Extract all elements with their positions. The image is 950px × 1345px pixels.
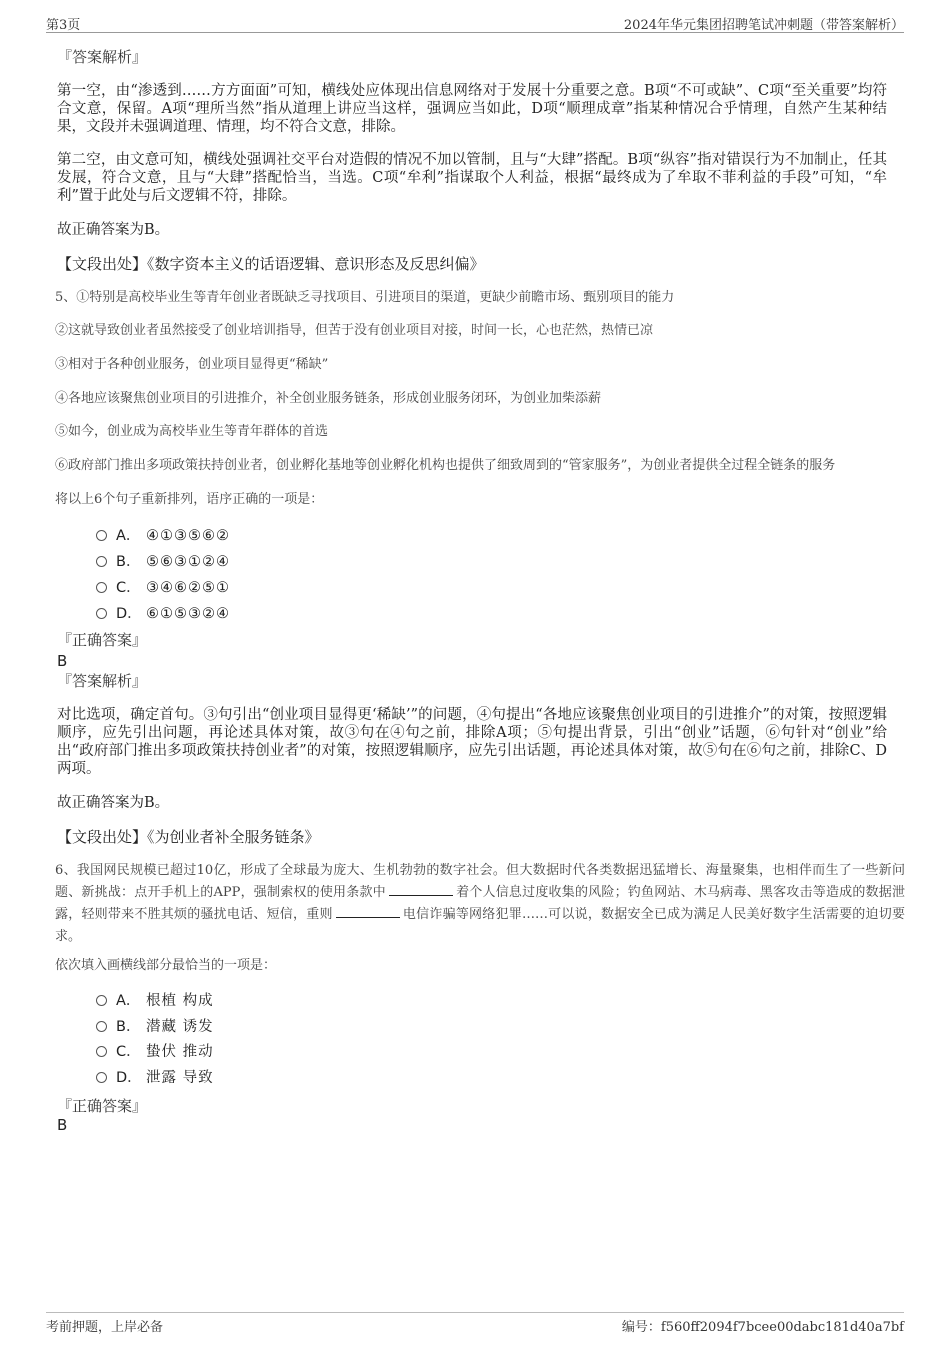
q4-conclusion: 故正确答案为B。 — [57, 222, 170, 238]
q5-option-c[interactable]: C． ③④⑥②⑤① — [96, 578, 230, 598]
q5-sentence-4: ④各地应该聚焦创业项目的引进推介，补全创业服务链条，形成创业服务闭环，为创业加柴添薪 — [55, 391, 602, 406]
q6-stem: 6、我国网民规模已超过10亿，形成了全球最为庞大、生机勃勃的数字社会。但大数据时代各类数据迅猛增长、海量聚集，也相伴而生了一些新问题、新挑战：点开手机上的APP，强制索权的使用条款中 着个人信息过度收集的风险；钓鱼网站、木马病毒、黑客攻击等造成的数据泄露，轻则带来不胜其烦的骚扰电话、短信，重则 电信诈骗等网络犯罪……可以说，数据安全已成为满足人民美好数字生活需要的迫切要求。 — [55, 863, 905, 944]
radio-icon[interactable] — [96, 1046, 107, 1057]
radio-icon[interactable] — [96, 995, 107, 1006]
page-footer — [46, 1312, 904, 1335]
radio-icon[interactable] — [96, 530, 107, 541]
q5-sentence-2: ②这就导致创业者虽然接受了创业培训指导，但苦于没有创业项目对接，时间一长，心也茫然，热情已凉 — [55, 323, 654, 338]
radio-icon[interactable] — [96, 608, 107, 619]
radio-icon[interactable] — [96, 582, 107, 593]
answer-blank-1 — [389, 883, 453, 896]
page-number: 第3页 — [46, 18, 81, 33]
page-header — [46, 14, 904, 33]
q6-correct-answer: B — [57, 1116, 68, 1134]
radio-icon[interactable] — [96, 1072, 107, 1083]
radio-icon[interactable] — [96, 556, 107, 567]
footer-serial: 编号：f560ff2094f7bcee00dabc181d40a7bf — [621, 1320, 904, 1335]
q6-option-d[interactable]: D． 泄露 导致 — [96, 1068, 214, 1088]
q5-option-b[interactable]: B． ⑤⑥③①②④ — [96, 552, 230, 572]
q5-correct-answer: B — [57, 652, 68, 670]
q4-analysis-para1: 第一空，由“渗透到……方方面面”可知，横线处应体现出信息网络对于发展十分重要之意。B项“不可或缺”、C项“至关重要”均符合文意，保留。A项“理所当然”指从道理上讲应当这样，强调应当如此，D项“顺理成章”指某种情况合乎情理，自然产生某种结果，文段并未强调道理、情理，均不符合文意，排除。 — [57, 83, 887, 135]
q5-option-a[interactable]: A． ④①③⑤⑥② — [96, 526, 230, 546]
q5-analysis: 对比选项，确定首句。③句引出“创业项目显得更‘稀缺’”的问题，④句提出“各地应该聚焦创业项目的引进推介”的对策，按照逻辑顺序，应先引出问题，再论述具体对策，故③句在④句之前，排除A项；⑤句提出背景，引出“创业”话题，⑥句针对“创业”给出“政府部门推出多项政策扶持创业者”的对策，按照逻辑顺序，应先引出话题，再论述具体对策，故⑤句在⑥句之前，排除C、D两项。 — [57, 707, 887, 777]
q5-sentence-1: 5、①特别是高校毕业生等青年创业者既缺乏寻找项目、引进项目的渠道，更缺少前瞻市场、甄别项目的能力 — [55, 290, 675, 305]
q5-option-d[interactable]: D． ⑥①⑤③②④ — [96, 604, 230, 624]
q5-sentence-6: ⑥政府部门推出多项政策扶持创业者，创业孵化基地等创业孵化机构也提供了细致周到的“管家服务”，为创业者提供全过程全链条的服务 — [55, 458, 836, 473]
q4-analysis-label: 『答案解析』 — [57, 48, 148, 66]
q6-option-a[interactable]: A． 根植 构成 — [96, 991, 214, 1011]
q5-sentence-3: ③相对于各种创业服务，创业项目显得更“稀缺” — [55, 357, 329, 372]
q5-source: 【文段出处】《为创业者补全服务链条》 — [57, 828, 320, 846]
document-title: 2024年华元集团招聘笔试冲刺题（带答案解析） — [623, 18, 904, 33]
q5-conclusion: 故正确答案为B。 — [57, 795, 170, 811]
footer-slogan: 考前押题，上岸必备 — [46, 1320, 164, 1335]
answer-blank-2 — [336, 905, 400, 918]
radio-icon[interactable] — [96, 1021, 107, 1032]
q5-prompt: 将以上6个句子重新排列，语序正确的一项是： — [55, 492, 324, 507]
q5-analysis-label: 『答案解析』 — [57, 672, 148, 690]
q5-correct-label: 『正确答案』 — [57, 631, 148, 649]
q6-prompt: 依次填入画横线部分最恰当的一项是： — [55, 958, 277, 973]
q5-sentence-5: ⑤如今，创业成为高校毕业生等青年群体的首选 — [55, 424, 329, 439]
q6-option-b[interactable]: B． 潜藏 诱发 — [96, 1017, 214, 1037]
q4-source: 【文段出处】《数字资本主义的话语逻辑、意识形态及反思纠偏》 — [57, 255, 485, 273]
q6-correct-label: 『正确答案』 — [57, 1097, 148, 1115]
q4-analysis-para2: 第二空，由文意可知，横线处强调社交平台对造假的情况不加以管制，且与“大肆”搭配。B项“纵容”指对错误行为不加制止，任其发展，符合文意，且与“大肆”搭配恰当，当选。C项“牟利”指谋取个人利益，根据“最终成为了牟取不菲利益的手段”可知，“牟利”置于此处与后文逻辑不符，排除。 — [57, 152, 887, 204]
q6-option-c[interactable]: C． 蛰伏 推动 — [96, 1042, 214, 1062]
